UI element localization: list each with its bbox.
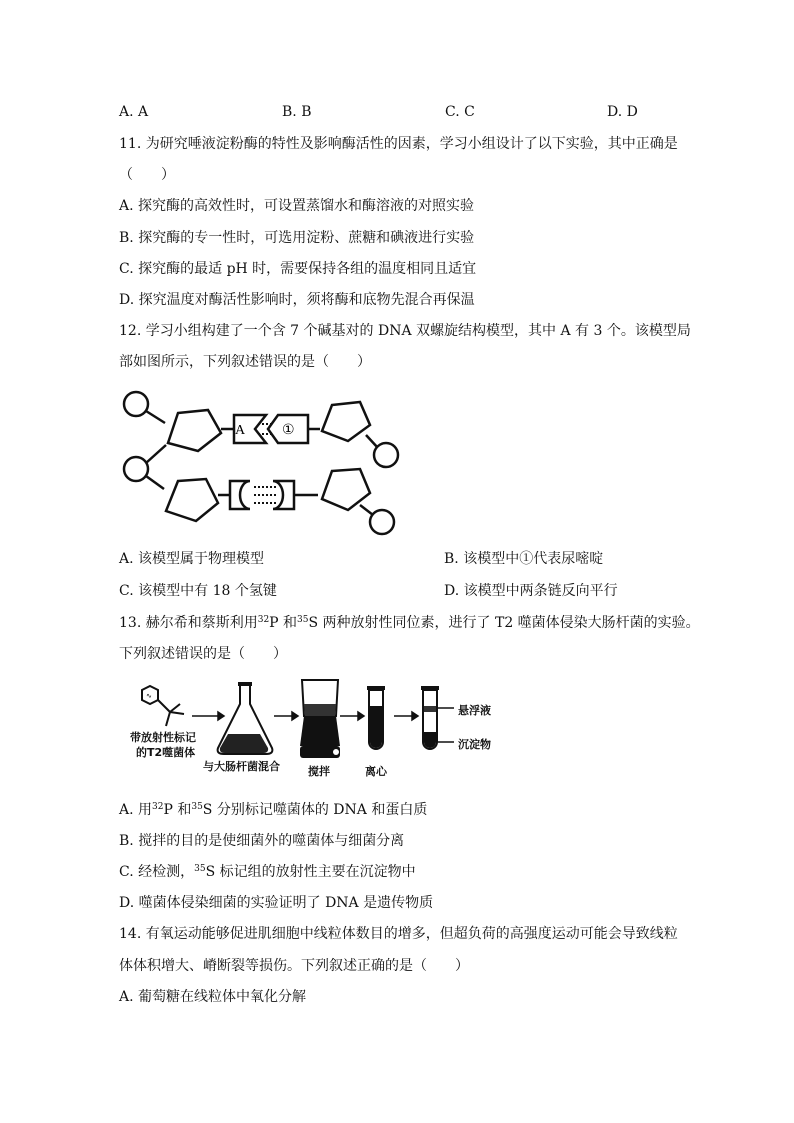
q13-option-b: B. 搅拌的目的是使细菌外的噬菌体与细菌分离 bbox=[119, 833, 405, 849]
phosphate-right-middle bbox=[374, 443, 398, 467]
label-supernatant: 悬浮液 bbox=[458, 704, 491, 717]
q12-option-d: D. 该模型中两条链反向平行 bbox=[444, 583, 618, 599]
base-bottom-left bbox=[230, 481, 250, 509]
phosphate-bottom-right bbox=[370, 510, 394, 534]
blender-icon bbox=[300, 680, 340, 758]
q10-option-b: B. B bbox=[282, 104, 312, 120]
label-mix: 与大肠杆菌混合 bbox=[203, 760, 280, 773]
svg-text:∿: ∿ bbox=[146, 692, 152, 700]
q11-option-b: B. 探究酶的专一性时，可选用淀粉、蔗糖和碘液进行实验 bbox=[119, 230, 475, 246]
q13-option-d: D. 噬菌体侵染细菌的实验证明了 DNA 是遗传物质 bbox=[119, 895, 434, 911]
q12-option-b: B. 该模型中①代表尿嘧啶 bbox=[444, 551, 604, 567]
phosphate-top-left bbox=[124, 392, 148, 416]
q11-option-c: C. 探究酶的最适 pH 时，需要保持各组的温度相同且适宜 bbox=[119, 261, 477, 277]
phosphate-left-middle bbox=[124, 457, 148, 481]
q13-option-a: A. 用$^{32}$P 和$^{35}$S 分别标记噬菌体的 DNA 和蛋白质 bbox=[119, 802, 428, 818]
q10-option-a: A. A bbox=[119, 104, 149, 120]
label-phage-line2: 的T2噬菌体 bbox=[136, 746, 196, 759]
label-phage-line1: 带放射性标记 bbox=[130, 731, 196, 744]
q11-option-a: A. 探究酶的高效性时，可设置蒸馏水和酶溶液的对照实验 bbox=[119, 198, 475, 214]
base-1-label: ① bbox=[282, 422, 295, 438]
sugar-bottom-left bbox=[166, 479, 218, 521]
q13-stem: 13. 赫尔希和蔡斯利用$^{32}$P 和$^{35}$S 两种放射性同位素，进行了 T2 噬菌体侵染大肠杆菌的实验。 bbox=[119, 615, 700, 631]
sugar-top-right bbox=[322, 402, 370, 441]
q12-option-c: C. 该模型中有 18 个氢键 bbox=[119, 583, 277, 599]
q10-option-c: C. C bbox=[445, 104, 475, 120]
q10-option-d: D. D bbox=[607, 104, 638, 120]
flask-icon bbox=[218, 682, 273, 754]
label-sediment: 沉淀物 bbox=[458, 738, 491, 751]
base-bottom-right bbox=[273, 481, 294, 509]
q11-stem-paren: （ ） bbox=[119, 167, 175, 183]
tube-centrifuge-icon bbox=[367, 686, 385, 749]
q14-stem: 14. 有氧运动能够促进肌细胞中线粒体数目的增多，但超负荷的高强度运动可能会导致线粒 bbox=[119, 926, 678, 942]
q12-option-a: A. 该模型属于物理模型 bbox=[119, 551, 265, 567]
tube-result-icon bbox=[421, 686, 454, 749]
q13-stem-line2: 下列叙述错误的是（ ） bbox=[119, 646, 287, 662]
sugar-bottom-right bbox=[322, 469, 370, 510]
label-centrifuge: 离心 bbox=[365, 765, 387, 778]
sugar-top-left bbox=[168, 410, 221, 451]
q14-option-a: A. 葡萄糖在线粒体中氧化分解 bbox=[119, 989, 307, 1005]
base-a-label: A bbox=[235, 423, 246, 438]
q11-stem: 11. 为研究唾液淀粉酶的特性及影响酶活性的因素，学习小组设计了以下实验，其中正确是 bbox=[119, 136, 678, 152]
q12-stem: 12. 学习小组构建了一个含 7 个碱基对的 DNA 双螺旋结构模型，其中 A 有 3 个。该模型局 bbox=[119, 323, 691, 339]
q11-option-d: D. 探究温度对酶活性影响时，须将酶和底物先混合再保温 bbox=[119, 292, 475, 308]
q14-stem-line2: 体体积增大、嵴断裂等损伤。下列叙述正确的是（ ） bbox=[119, 958, 469, 974]
q12-stem-line2: 部如图所示，下列叙述错误的是（ ） bbox=[119, 354, 371, 370]
dna-model-figure bbox=[118, 383, 408, 543]
label-stir: 搅拌 bbox=[308, 765, 330, 778]
q13-option-c: C. 经检测，$^{35}$S 标记组的放射性主要在沉淀物中 bbox=[119, 864, 416, 880]
